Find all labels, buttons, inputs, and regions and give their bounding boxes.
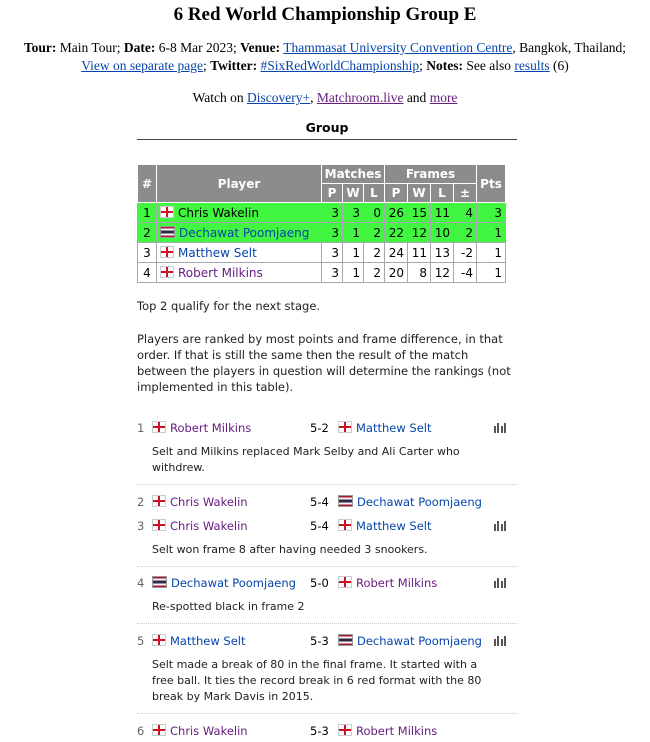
pts-cell: 3 <box>477 203 506 223</box>
player2 <box>338 417 432 439</box>
video-icon[interactable] <box>494 636 510 646</box>
video-icon[interactable] <box>494 423 510 433</box>
frame-diff-cell: -4 <box>454 263 477 283</box>
frame-diff-header: ± <box>454 184 477 203</box>
frames-lost-cell: 12 <box>431 263 454 283</box>
match-score: 5-3 <box>310 724 329 738</box>
watch-prefix: Watch on <box>192 90 244 105</box>
england-flag-icon <box>152 519 166 531</box>
rank-cell: 4 <box>138 263 157 283</box>
match-score: 5-3 <box>310 634 329 648</box>
player1 <box>152 417 251 439</box>
matches-played-cell: 3 <box>322 243 343 263</box>
england-flag-icon <box>160 266 174 278</box>
ranking-text: Players are ranked by most points and frame difference, in that order. If that is still the same then the result of the match between the players in question will determine the rankings (not implemented in this table). <box>137 332 511 394</box>
matchroom-link[interactable]: Matchroom.live <box>316 90 404 105</box>
group-heading: Group <box>137 120 517 140</box>
player2-link[interactable]: Dechawat Poomjaeng <box>357 495 482 509</box>
matches-won-cell: 1 <box>343 263 364 283</box>
player2-link[interactable]: Matthew Selt <box>356 421 432 435</box>
frames-won-header: W <box>408 184 431 203</box>
match-entry <box>137 572 517 624</box>
frame-diff-cell: -2 <box>454 243 477 263</box>
match-number: 5 <box>137 634 145 648</box>
frames-lost-header: L <box>431 184 454 203</box>
match-note: Selt made a break of 80 in the final frame. It started with a free ball. It ties the record break in 6 red format with the 80 break by Mark Davis in 2015. <box>152 658 482 703</box>
rank-cell: 1 <box>138 203 157 223</box>
match-row <box>137 572 517 594</box>
pts-cell: 1 <box>477 223 506 243</box>
qualify-text: Top 2 qualify for the next stage. <box>137 299 321 313</box>
matches-lost-cell: 2 <box>364 243 385 263</box>
thailand-flag-icon <box>338 634 353 646</box>
player-cell <box>157 243 322 263</box>
matches-won-cell: 1 <box>343 223 364 243</box>
twitter-link[interactable]: #SixRedWorldChampionship <box>260 58 420 73</box>
match-score: 5-4 <box>310 495 329 509</box>
watch-and: and <box>406 90 427 105</box>
pts-header: Pts <box>477 165 506 203</box>
venue-label: Venue: <box>240 40 281 55</box>
england-flag-icon <box>338 576 352 588</box>
separator: , <box>310 90 314 105</box>
matches-played-header: P <box>322 184 343 203</box>
date-value: 6-8 Mar 2023; <box>158 40 237 55</box>
matches-played-cell: 3 <box>322 203 343 223</box>
pts-cell: 1 <box>477 263 506 283</box>
page-title: 6 Red World Championship Group E <box>173 4 477 25</box>
matches-won-cell: 3 <box>343 203 364 223</box>
matches-lost-cell: 2 <box>364 223 385 243</box>
player-link[interactable]: Dechawat Poomjaeng <box>179 225 310 240</box>
match-score: 5-4 <box>310 519 329 533</box>
player1 <box>152 630 246 652</box>
player2-link[interactable]: Matthew Selt <box>356 519 432 533</box>
player-cell <box>157 223 322 243</box>
england-flag-icon <box>152 421 166 433</box>
match-number: 3 <box>137 519 145 533</box>
frames-lost-cell: 13 <box>431 243 454 263</box>
match-number: 2 <box>137 495 145 509</box>
england-flag-icon <box>152 634 166 646</box>
player-cell <box>157 263 322 283</box>
frames-lost-cell: 10 <box>431 223 454 243</box>
rank-header: # <box>138 165 157 203</box>
match-score: 5-2 <box>310 421 329 435</box>
player2 <box>338 515 432 537</box>
player1-link[interactable]: Matthew Selt <box>170 634 246 648</box>
player-header: Player <box>157 165 322 203</box>
matches-header: Matches <box>322 165 385 184</box>
group-section <box>137 120 517 140</box>
matches-played-cell: 3 <box>322 263 343 283</box>
frames-won-cell: 15 <box>408 203 431 223</box>
match-number: 6 <box>137 724 145 738</box>
notes-value: See also <box>466 58 512 73</box>
frames-played-cell: 20 <box>385 263 408 283</box>
matches-won-header: W <box>343 184 364 203</box>
match-entry <box>137 515 517 567</box>
matches-lost-cell: 2 <box>364 263 385 283</box>
player2 <box>338 720 437 742</box>
player1-link[interactable]: Chris Wakelin <box>170 519 248 533</box>
frame-diff-cell: 4 <box>454 203 477 223</box>
thailand-flag-icon <box>152 576 167 588</box>
date-label: Date: <box>123 40 156 55</box>
notes-label: Notes: <box>426 58 464 73</box>
matches-lost-header: L <box>364 184 385 203</box>
frames-won-cell: 12 <box>408 223 431 243</box>
match-number: 4 <box>137 576 145 590</box>
player2 <box>338 491 482 513</box>
standings-row <box>138 223 506 243</box>
match-number: 1 <box>137 421 145 435</box>
venue-location: , Bangkok, Thailand; <box>512 40 627 55</box>
frames-played-header: P <box>385 184 408 203</box>
thailand-flag-icon <box>160 226 175 238</box>
match-entry <box>137 417 517 485</box>
separator: ; <box>419 58 423 73</box>
thailand-flag-icon <box>338 495 353 507</box>
match-row <box>137 417 517 439</box>
player1-link[interactable]: Dechawat Poomjaeng <box>171 576 296 590</box>
match-entry <box>137 491 517 513</box>
frames-played-cell: 22 <box>385 223 408 243</box>
standings-row <box>138 243 506 263</box>
england-flag-icon <box>338 519 352 531</box>
match-row <box>137 515 517 537</box>
player-name: Chris Wakelin <box>178 205 259 220</box>
player1-link[interactable]: Robert Milkins <box>170 421 252 435</box>
player-cell <box>157 203 322 223</box>
england-flag-icon <box>338 421 352 433</box>
match-note: Selt won frame 8 after having needed 3 snookers. <box>152 543 428 556</box>
watch-on <box>0 90 650 106</box>
discovery-link[interactable]: Discovery+ <box>246 90 311 105</box>
event-info <box>0 39 650 75</box>
frames-header: Frames <box>385 165 477 184</box>
video-icon[interactable] <box>494 578 510 588</box>
standings-table <box>137 164 506 283</box>
tour-label: Tour: <box>23 40 57 55</box>
player1 <box>152 720 248 742</box>
standings-row <box>138 203 506 223</box>
matches-lost-cell: 0 <box>364 203 385 223</box>
match-score: 5-0 <box>310 576 329 590</box>
player2-link[interactable]: Robert Milkins <box>356 576 438 590</box>
venue-link[interactable]: Thammasat University Convention Centre <box>283 40 513 55</box>
frames-won-cell: 11 <box>408 243 431 263</box>
player1 <box>152 515 248 537</box>
player2-link[interactable]: Dechawat Poomjaeng <box>357 634 482 648</box>
separate-page-link[interactable]: View on separate page <box>81 58 203 73</box>
england-flag-icon <box>338 724 352 736</box>
frames-lost-cell: 11 <box>431 203 454 223</box>
match-row <box>137 630 517 652</box>
england-flag-icon <box>152 495 166 507</box>
player2 <box>338 630 482 652</box>
results-count: (6) <box>553 58 569 73</box>
player1 <box>152 491 248 513</box>
match-row <box>137 491 517 513</box>
player1-link[interactable]: Chris Wakelin <box>170 724 248 738</box>
video-icon[interactable] <box>494 521 510 531</box>
player1-link[interactable]: Chris Wakelin <box>170 495 248 509</box>
player2 <box>338 572 437 594</box>
match-entry <box>137 720 517 742</box>
twitter-label: Twitter: <box>210 58 258 73</box>
player1 <box>152 572 296 594</box>
player-link[interactable]: Robert Milkins <box>178 265 263 280</box>
separator: ; <box>202 58 207 73</box>
matches-won-cell: 1 <box>343 243 364 263</box>
tour-value: Main Tour; <box>59 40 121 55</box>
match-note: Re-spotted black in frame 2 <box>152 600 305 613</box>
player2-link[interactable]: Robert Milkins <box>356 724 438 738</box>
more-link[interactable]: more <box>429 90 458 105</box>
standings-row <box>138 263 506 283</box>
england-flag-icon <box>160 206 174 218</box>
matches-played-cell: 3 <box>322 223 343 243</box>
frames-played-cell: 24 <box>385 243 408 263</box>
england-flag-icon <box>152 724 166 736</box>
frames-played-cell: 26 <box>385 203 408 223</box>
england-flag-icon <box>160 246 174 258</box>
match-entry <box>137 630 517 714</box>
frame-diff-cell: 2 <box>454 223 477 243</box>
player-link[interactable]: Matthew Selt <box>178 245 257 260</box>
match-row <box>137 720 517 742</box>
rank-cell: 2 <box>138 223 157 243</box>
pts-cell: 1 <box>477 243 506 263</box>
results-link[interactable]: results <box>514 58 550 73</box>
match-note: Selt and Milkins replaced Mark Selby and Ali Carter who withdrew. <box>152 445 460 474</box>
frames-won-cell: 8 <box>408 263 431 283</box>
rank-cell: 3 <box>138 243 157 263</box>
